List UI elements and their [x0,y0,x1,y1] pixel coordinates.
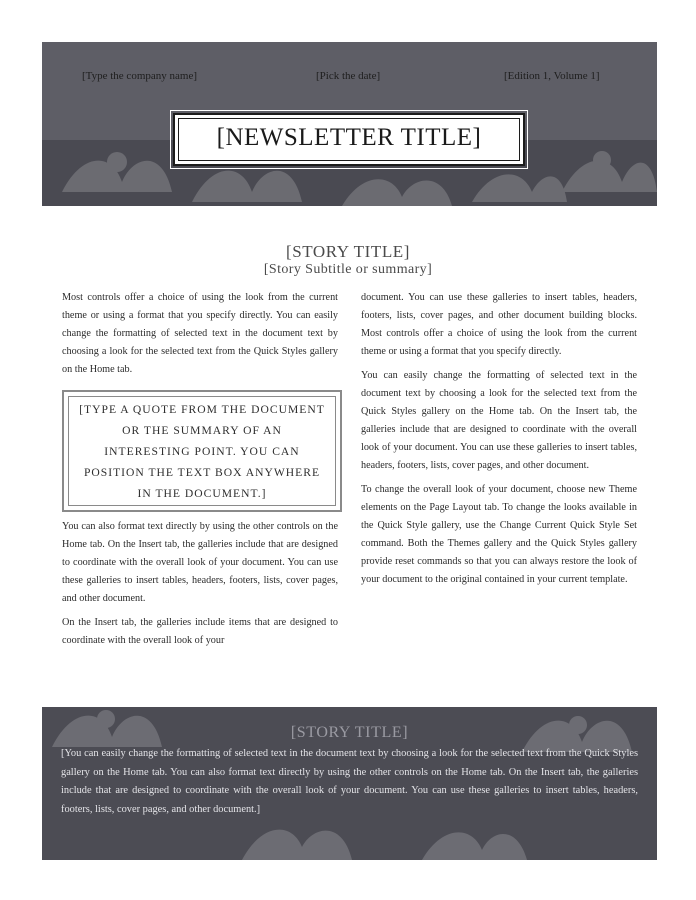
newsletter-title-box[interactable] [173,113,525,166]
footer-story-text[interactable]: [You can easily change the formatting of selected text in the document text by choosing a look for the selected text from the Quick Styles gallery on the Home tab. You can also format text directly by using the other controls on the Home tab. On the Insert tab, the galleries include that are designed to coordinate with the overall look of your document. You can use these galleries to insert tables, headers, footers, lists, cover pages, and other document.] [61,748,638,815]
footer-story-band [42,707,657,860]
body-paragraph[interactable]: document. You can use these galleries to insert tables, headers, footers, lists, cover pages, and other document building blocks. Most controls offer a choice of using the look from the current theme or using a format that you specify directly. [361,292,637,357]
date-placeholder[interactable]: [Pick the date] [316,70,381,82]
left-column-top [62,289,338,385]
body-paragraph[interactable]: You can also format text directly by using the other controls on the Home tab. On the Insert tab, the galleries include that are designed to coordinate with the overall look of your document. You can use these galleries to insert tables, headers, footers, lists, cover pages, and other document. [62,521,338,604]
body-paragraph[interactable]: Most controls offer a choice of using the look from the current theme or using a format that you specify directly. You can easily change the formatting of selected text in the document text by choosing a look for the selected text from the Quick Styles gallery on the Home tab. [62,292,338,375]
company-name-placeholder[interactable]: [Type the company name] [82,70,197,82]
pull-quote-text[interactable]: [TYPE A QUOTE FROM THE DOCUMENT OR THE SUMMARY OF AN INTERESTING POINT. YOU CAN POSITION THE TEXT BOX ANYWHERE IN THE DOCUMENT.] [79,403,325,500]
pull-quote-box[interactable] [62,390,342,512]
newsletter-header [42,42,657,206]
body-paragraph[interactable]: On the Insert tab, the galleries include items that are designed to coordinate with the overall look of your [62,617,338,646]
body-paragraph[interactable]: You can easily change the formatting of selected text in the document text by choosing a look for the selected text from the Quick Styles gallery on the Home tab. On the Insert tab, the galleries include that are designed to coordinate with the overall look of your document. You can use these galleries to insert tables, headers, footers, lists, cover pages, and other document. [361,370,637,471]
footer-story-title[interactable]: [STORY TITLE] [290,724,409,741]
story-subtitle[interactable]: [Story Subtitle or summary] [263,262,433,277]
left-column-bottom [62,518,338,656]
edition-placeholder[interactable]: [Edition 1, Volume 1] [504,70,600,82]
newsletter-title[interactable]: [NEWSLETTER TITLE] [216,124,482,151]
body-paragraph[interactable]: To change the overall look of your document, choose new Theme elements on the Page Layout tab. To change the looks available in the Quick Style gallery, use the Change Current Quick Style Set command. Both the Themes gallery and the Quick Styles gallery provide reset commands so that you can always restore the look of your document to the original contained in your current template. [361,484,637,585]
right-column [361,289,637,595]
story-title[interactable]: [STORY TITLE] [285,242,411,261]
